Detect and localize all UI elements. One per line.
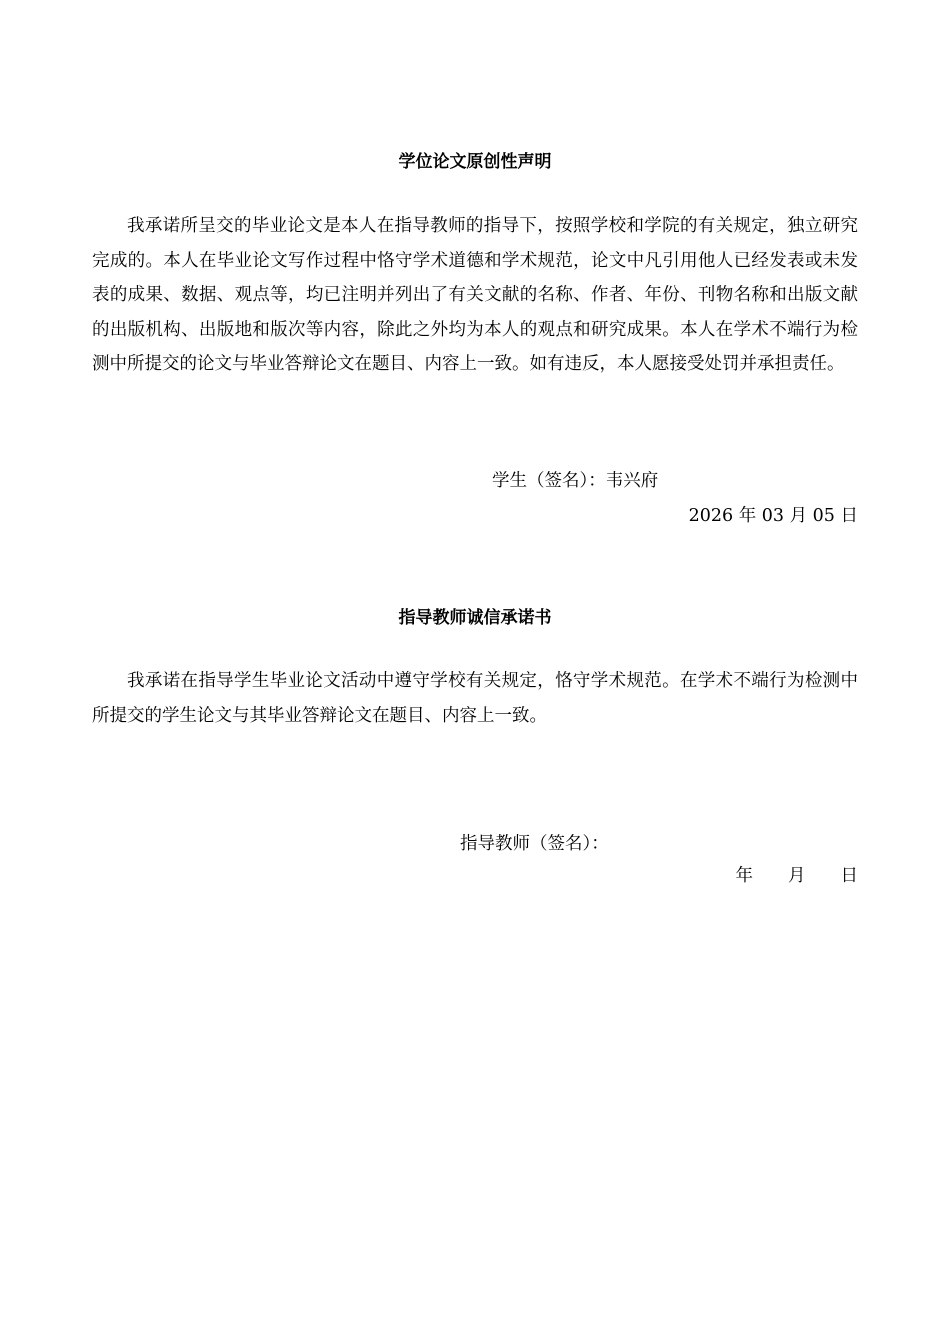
declaration-date: 2026 年 03 月 05 日 bbox=[688, 506, 858, 526]
commitment-body: 我承诺在指导学生毕业论文活动中遵守学校有关规定，恪守学术规范。在学术不端行为检测中所提交的学生论文与其毕业答辩论文在题目、内容上一致。 bbox=[92, 671, 858, 726]
student-signature-line: 学生（签名）：韦兴府 bbox=[492, 471, 659, 491]
advisor-signature-line: 指导教师（签名）： bbox=[460, 834, 609, 854]
declaration-title: 学位论文原创性声明 bbox=[398, 152, 552, 172]
commitment-title: 指导教师诚信承诺书 bbox=[398, 608, 552, 628]
commitment-date: 年 月 日 bbox=[735, 866, 858, 886]
declaration-body: 我承诺所呈交的毕业论文是本人在指导教师的指导下，按照学校和学院的有关规定，独立研究完成的。本人在毕业论文写作过程中恪守学术道德和学术规范，论文中凡引用他人已经发表或未发表的成果、数据、观点等，均已注明并列出了有关文献的名称、作者、年份、刊物名称和出版文献的出版机构、出版地和版次等内容，除此之外均为本人的观点和研究成果。本人在学术不端行为检测中所提交的论文与毕业答辩论文在题目、内容上一致。如有违反，本人愿接受处罚并承担责任。 bbox=[92, 216, 858, 375]
